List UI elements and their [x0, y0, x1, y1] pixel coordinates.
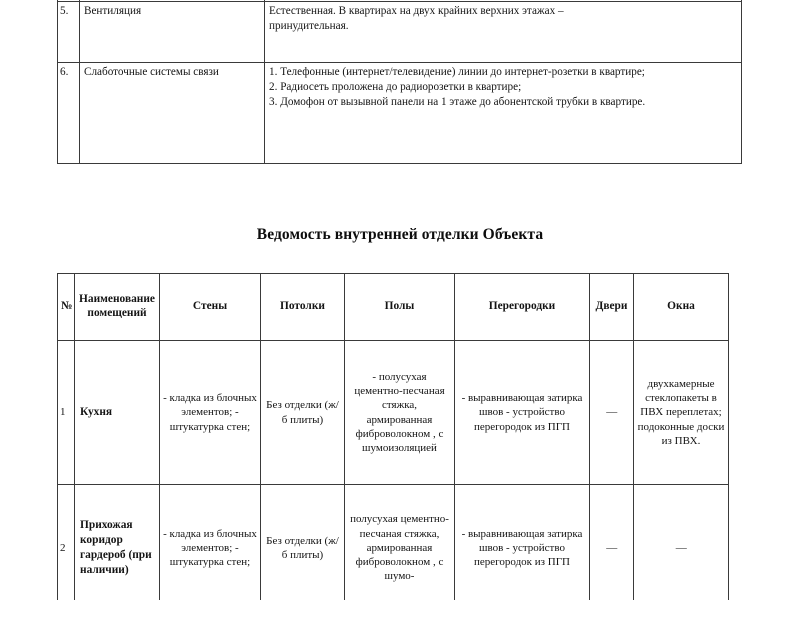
description-line: 1. Телефонные (интернет/телевидение) линии до интернет-розетки в квартире;: [269, 66, 645, 78]
interior-finishing-table-wrapper: [57, 273, 728, 612]
page-bottom-clip: [0, 600, 800, 640]
engineering-systems-table: [57, 0, 742, 164]
floors-cell: - полусухая цементно-песчаная стяжка, армированная фиброволокном , с шумоизоляцией: [345, 341, 455, 485]
description-line: 2. Радиосеть проложена до радиорозетки в квартире;: [269, 80, 522, 93]
interior-finishing-table: [57, 273, 729, 612]
doors-cell: —: [590, 341, 634, 485]
room-name-cell: Прихожая коридор гардероб (при наличии): [75, 485, 160, 612]
windows-cell: —: [634, 485, 729, 612]
table-row: [58, 63, 742, 164]
floors-cell: полусухая цементно-песчаная стяжка, армированная фиброволокном , с шумо-: [345, 485, 455, 612]
header-number: №: [58, 274, 75, 341]
header-windows: Окна: [634, 274, 729, 341]
description-line: принудительная.: [269, 19, 349, 32]
doors-cell: —: [590, 485, 634, 612]
description-line: 3. Домофон от вызывной панели на 1 этаже до абонентской трубки в квартире.: [269, 95, 646, 108]
table-header-row: [58, 274, 729, 341]
windows-cell: двухкамерные стеклопакеты в ПВХ переплетах; подоконные доски из ПВХ.: [634, 341, 729, 485]
header-floors: Полы: [345, 274, 455, 341]
page-title: Ведомость внутренней отделки Объекта: [256, 226, 544, 243]
row-number-cell: 1: [58, 341, 75, 485]
ceilings-cell: Без отделки (ж/б плиты): [261, 485, 345, 612]
engineering-systems-table-wrapper: [57, 0, 718, 164]
walls-cell: - кладка из блочных элементов; - штукатурка стен;: [160, 485, 261, 612]
description-line: Естественная. В квартирах на двух крайних верхних этажах –: [269, 5, 564, 17]
table-row: [58, 341, 729, 485]
header-doors: Двери: [590, 274, 634, 341]
system-name-cell: Слаботочные системы связи: [80, 63, 265, 164]
row-number-cell: 5.: [58, 2, 80, 63]
walls-cell: - кладка из блочных элементов; - штукатурка стен;: [160, 341, 261, 485]
header-walls: Стены: [160, 274, 261, 341]
table-row: [58, 485, 729, 612]
header-ceilings: Потолки: [261, 274, 345, 341]
table-row: [58, 2, 742, 63]
row-number-cell: 2: [58, 485, 75, 612]
header-room: Наименование помещений: [75, 274, 160, 341]
system-description-cell: [265, 63, 742, 164]
row-number-cell: 6.: [58, 63, 80, 164]
room-name-cell: Кухня: [75, 341, 160, 485]
ceilings-cell: Без отделки (ж/б плиты): [261, 341, 345, 485]
partitions-cell: - выравнивающая затирка швов - устройство перегородок из ПГП: [455, 341, 590, 485]
system-description-cell: [265, 2, 742, 63]
system-name-cell: Вентиляция: [80, 2, 265, 63]
partitions-cell: - выравнивающая затирка швов - устройство перегородок из ПГП: [455, 485, 590, 612]
header-partitions: Перегородки: [455, 274, 590, 341]
